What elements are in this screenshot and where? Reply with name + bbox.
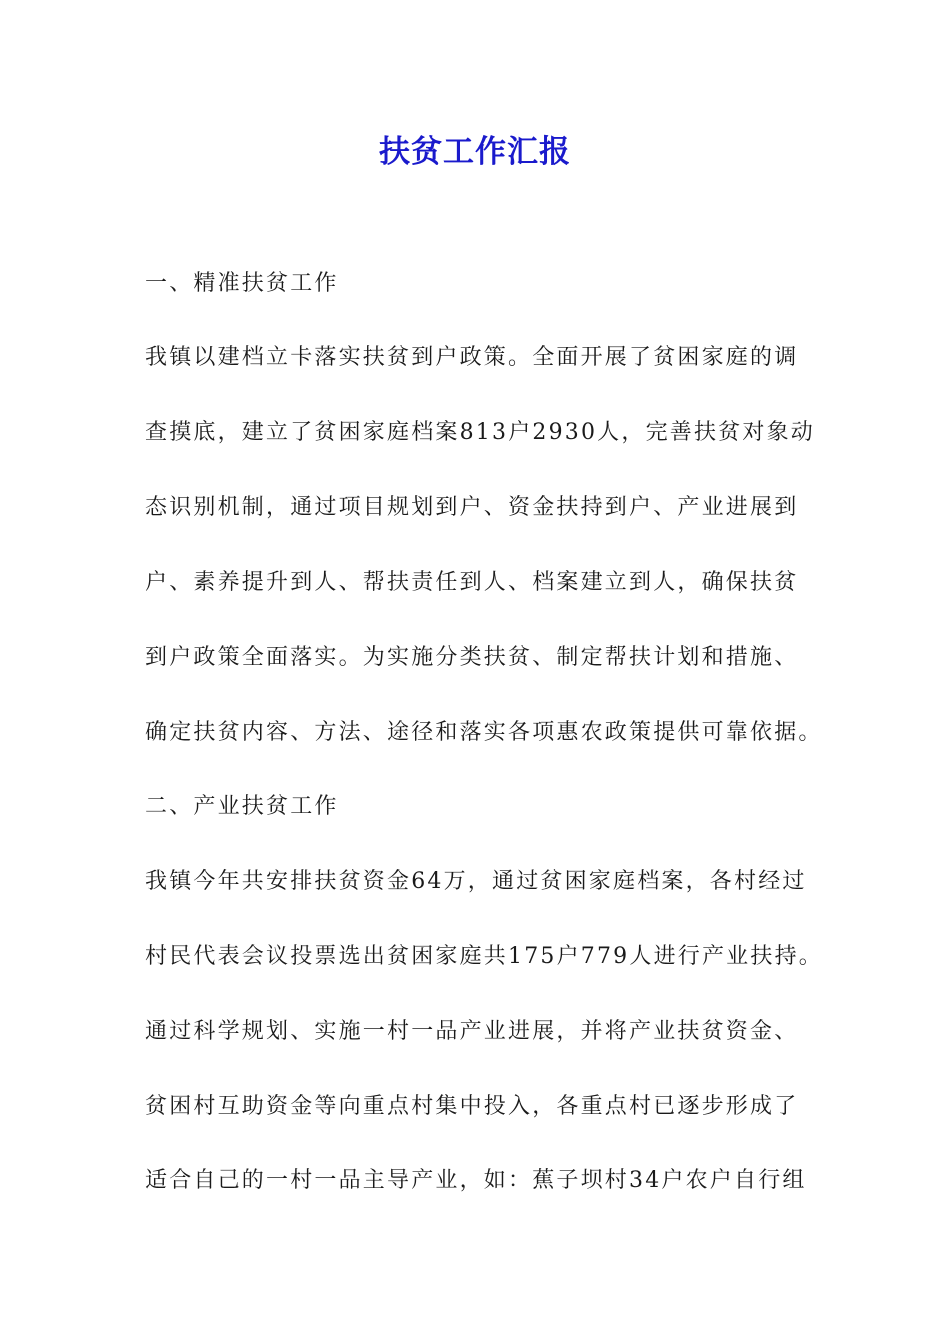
section-heading-2: 二、产业扶贫工作: [145, 794, 339, 819]
paragraph-line: 户、素养提升到人、帮扶责任到人、档案建立到人，确保扶贫: [145, 570, 799, 595]
document-title: 扶贫工作汇报: [379, 134, 571, 170]
paragraph-line: 村民代表会议投票选出贫困家庭共175户779人进行产业扶持。: [145, 944, 823, 969]
paragraph-line: 贫困村互助资金等向重点村集中投入，各重点村已逐步形成了: [145, 1094, 799, 1119]
paragraph-line: 适合自己的一村一品主导产业，如：蕉子坝村34户农户自行组: [145, 1168, 807, 1193]
section-heading-1: 一、精准扶贫工作: [145, 271, 339, 296]
paragraph-line: 确定扶贫内容、方法、途径和落实各项惠农政策提供可靠依据。: [145, 720, 823, 745]
paragraph-line: 查摸底，建立了贫困家庭档案813户2930人，完善扶贫对象动: [145, 420, 815, 445]
paragraph-line: 我镇以建档立卡落实扶贫到户政策。全面开展了贫困家庭的调: [145, 345, 799, 370]
paragraph-line: 我镇今年共安排扶贫资金64万，通过贫困家庭档案，各村经过: [145, 869, 807, 894]
paragraph-line: 通过科学规划、实施一村一品产业进展，并将产业扶贫资金、: [145, 1019, 799, 1044]
paragraph-line: 到户政策全面落实。为实施分类扶贫、制定帮扶计划和措施、: [145, 645, 799, 670]
paragraph-line: 态识别机制，通过项目规划到户、资金扶持到户、产业进展到: [145, 495, 799, 520]
